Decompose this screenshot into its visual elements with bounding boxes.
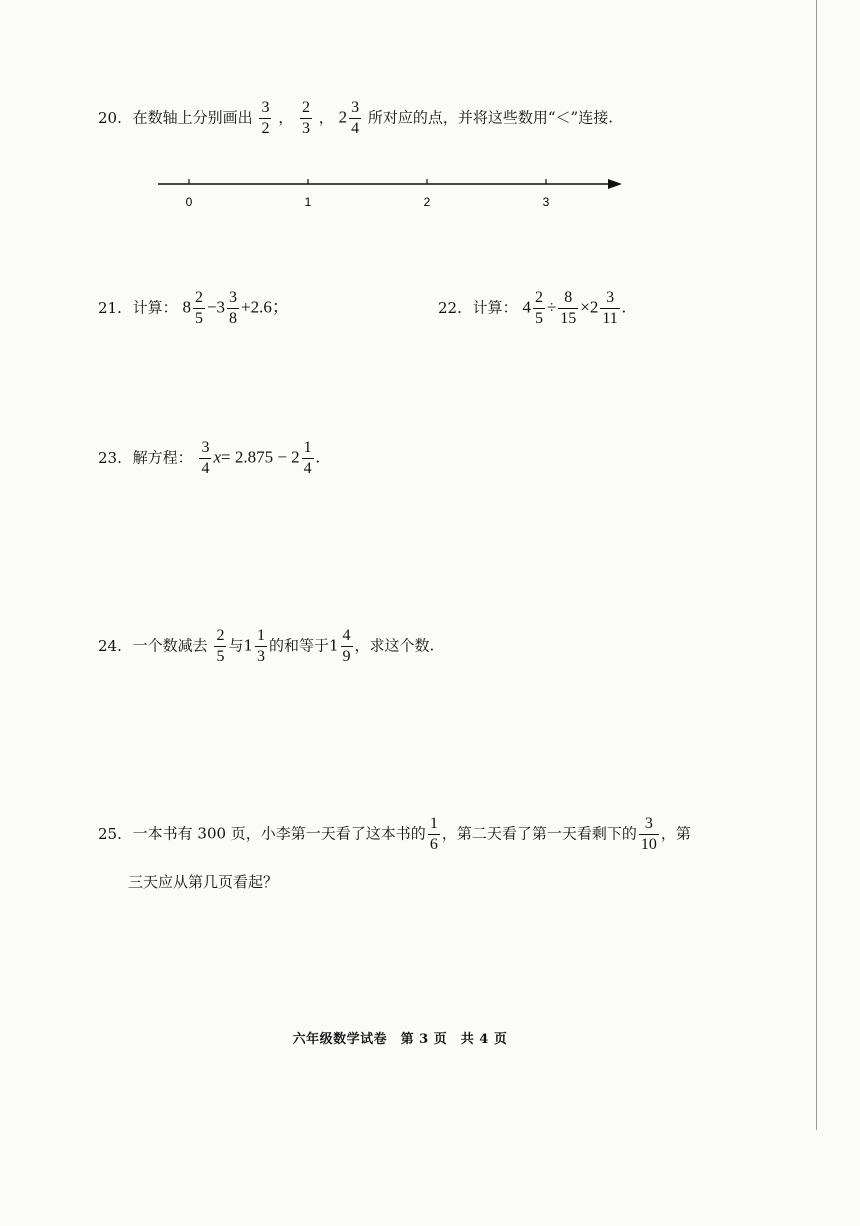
question-text: ，求这个数. <box>354 636 435 655</box>
tick-label: 3 <box>542 195 550 209</box>
question-24 <box>98 628 434 665</box>
denominator: 4 <box>201 460 210 477</box>
separator: ， <box>278 108 294 127</box>
fraction <box>302 440 314 477</box>
fraction <box>349 100 361 137</box>
fraction <box>193 290 205 327</box>
question-20 <box>98 100 613 137</box>
operator: ×2 <box>580 297 599 317</box>
fraction <box>199 440 211 477</box>
numerator: 1 <box>302 440 314 459</box>
question-text: ，第 <box>660 824 691 843</box>
denominator: 8 <box>229 310 238 327</box>
question-label: 计算： <box>132 298 178 317</box>
denominator: 3 <box>256 648 265 665</box>
question-22 <box>438 290 626 327</box>
question-25-line-2 <box>128 872 278 892</box>
denominator: 15 <box>560 310 577 327</box>
numerator: 3 <box>199 440 211 459</box>
denominator: 3 <box>302 120 311 137</box>
denominator: 9 <box>342 648 351 665</box>
question-23 <box>98 440 320 477</box>
expression-tail: . <box>315 447 320 467</box>
question-number: 25. <box>98 824 122 843</box>
fraction <box>639 816 659 853</box>
numerator: 3 <box>600 290 619 309</box>
fraction <box>428 816 440 853</box>
question-number: 21. <box>98 298 122 317</box>
question-text: 的和等于1 <box>268 636 339 655</box>
fraction <box>300 100 312 137</box>
numerator: 2 <box>300 100 312 119</box>
question-text: 一个数减去 <box>132 636 208 655</box>
denominator: 4 <box>351 120 360 137</box>
question-number: 20. <box>98 108 122 127</box>
numerator: 2 <box>214 628 226 647</box>
separator: ， <box>318 108 334 127</box>
numerator: 2 <box>533 290 545 309</box>
tick-label: 2 <box>423 195 431 209</box>
denominator: 5 <box>216 648 225 665</box>
number-line <box>150 168 630 218</box>
question-text: 与1 <box>228 636 253 655</box>
question-25 <box>98 816 691 853</box>
fraction <box>533 290 545 327</box>
whole-part: 8 <box>182 297 191 317</box>
question-text: 一本书有 300 页，小李第一天看了这本书的 <box>132 824 426 843</box>
page-edge-line <box>816 0 817 1130</box>
operator: −3 <box>206 297 226 317</box>
expression-middle: = 2.875 − 2 <box>220 447 300 467</box>
variable: x <box>213 447 221 467</box>
tick-label: 0 <box>185 195 193 209</box>
tick-label: 1 <box>304 195 312 209</box>
page-footer: 六年级数学试卷 第 3 页 共 4 页 <box>292 1032 508 1047</box>
question-21 <box>98 290 289 327</box>
question-text: 在数轴上分别画出 <box>132 108 253 127</box>
fraction <box>255 628 267 665</box>
fraction <box>227 290 239 327</box>
fraction <box>259 100 271 137</box>
numerator: 3 <box>639 816 659 835</box>
numerator: 3 <box>259 100 271 119</box>
numerator: 1 <box>428 816 440 835</box>
operator: ÷ <box>546 297 557 317</box>
denominator: 10 <box>640 836 657 853</box>
denominator: 11 <box>602 310 618 327</box>
arrow-head-icon <box>608 179 622 189</box>
denominator: 2 <box>261 120 270 137</box>
question-number: 24. <box>98 636 122 655</box>
fraction <box>600 290 619 327</box>
question-label: 解方程： <box>132 448 193 467</box>
question-text: ，第二天看了第一天看剩下的 <box>441 824 637 843</box>
numerator: 3 <box>227 290 239 309</box>
question-label: 计算： <box>472 298 518 317</box>
whole-part: 4 <box>522 297 531 317</box>
numerator: 1 <box>255 628 267 647</box>
numerator: 4 <box>341 628 353 647</box>
numerator: 8 <box>558 290 578 309</box>
denominator: 5 <box>534 310 543 327</box>
denominator: 6 <box>429 836 438 853</box>
fraction <box>214 628 226 665</box>
fraction <box>341 628 353 665</box>
whole-part: 2 <box>338 107 348 127</box>
numerator: 3 <box>349 100 361 119</box>
denominator: 4 <box>303 460 312 477</box>
fraction <box>558 290 578 327</box>
question-text: 三天应从第几页看起？ <box>128 873 279 891</box>
expression-tail: +2.6； <box>241 297 289 317</box>
numerator: 2 <box>193 290 205 309</box>
question-number: 22. <box>438 298 462 317</box>
question-text: 所对应的点，并将这些数用“＜”连接. <box>367 108 613 127</box>
question-number: 23. <box>98 448 122 467</box>
expression-tail: . <box>621 297 627 317</box>
denominator: 5 <box>194 310 203 327</box>
